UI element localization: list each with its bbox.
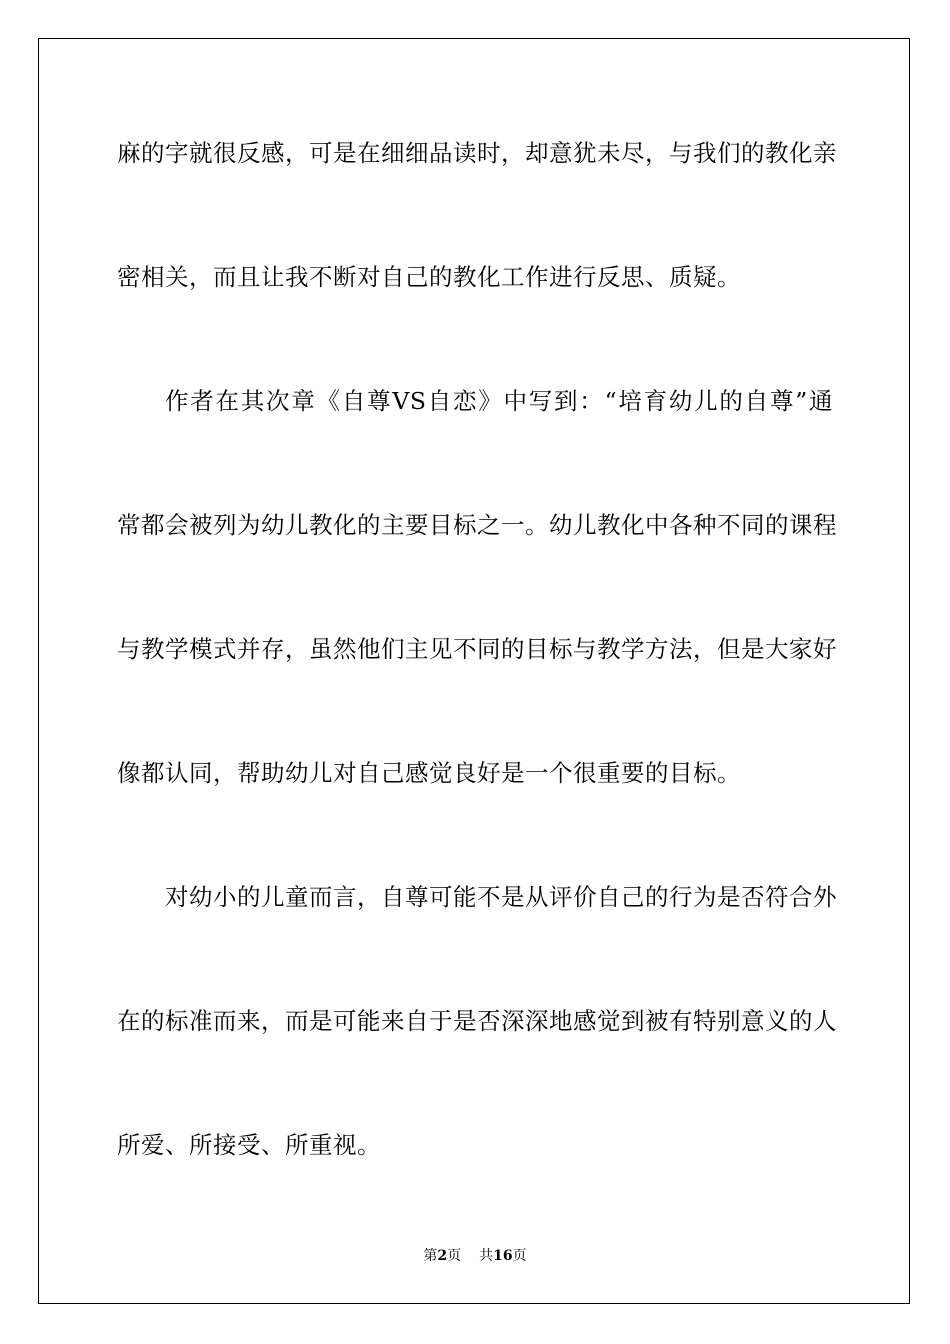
total-suffix: 页 xyxy=(512,1248,527,1264)
body-text-line-3: 作者在其次章《自尊VS自恋》中写到：“培育幼儿的自尊”通 xyxy=(165,387,833,415)
body-text-line-8: 在的标准而来，而是可能来自于是否深深地感觉到被有特别意义的人 xyxy=(117,1007,837,1035)
total-prefix: 共 xyxy=(479,1248,494,1264)
page-border xyxy=(38,38,910,1304)
body-text-line-6: 像都认同，帮助幼儿对自己感觉良好是一个很重要的目标。 xyxy=(117,759,741,787)
page-prefix: 第 xyxy=(423,1248,438,1264)
body-text-line-1: 麻的字就很反感，可是在细细品读时，却意犹未尽，与我们的教化亲 xyxy=(117,139,837,167)
body-text-line-7: 对幼小的儿童而言，自尊可能不是从评价自己的行为是否符合外 xyxy=(165,883,837,911)
body-text-line-5: 与教学模式并存，虽然他们主见不同的目标与教学方法，但是大家好 xyxy=(117,635,837,663)
total-pages: 16 xyxy=(493,1248,513,1264)
page-footer xyxy=(0,1247,950,1265)
page-suffix: 页 xyxy=(447,1248,462,1264)
body-text-line-4: 常都会被列为幼儿教化的主要目标之一。幼儿教化中各种不同的课程 xyxy=(117,511,837,539)
body-text-line-9: 所爱、所接受、所重视。 xyxy=(117,1131,381,1159)
body-text-line-2: 密相关，而且让我不断对自己的教化工作进行反思、质疑。 xyxy=(117,263,741,291)
page-number: 2 xyxy=(437,1248,448,1264)
